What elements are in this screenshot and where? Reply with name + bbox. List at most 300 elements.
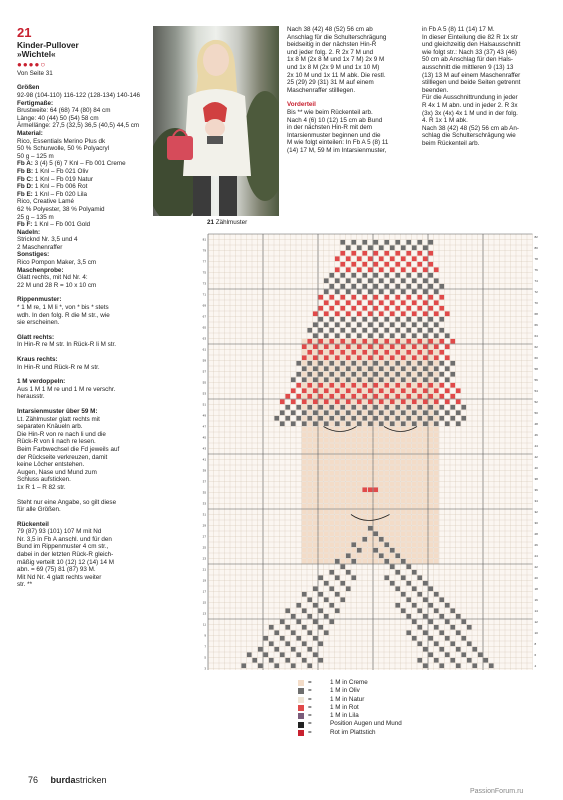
face-stitch: [395, 399, 400, 404]
hat-stitch: [318, 328, 323, 333]
hat-stitch: [368, 289, 373, 294]
beard-stitch: [445, 603, 450, 608]
face-stitch: [340, 548, 345, 553]
face-stitch: [324, 482, 329, 487]
face-stitch: [302, 383, 307, 388]
hat-stitch: [445, 333, 450, 338]
hat-stitch: [351, 262, 356, 267]
face-stitch: [357, 361, 362, 366]
face-stitch: [384, 487, 389, 492]
hat-stitch: [423, 278, 428, 283]
hat-stitch: [379, 300, 384, 305]
hat-stitch: [395, 416, 400, 421]
face-stitch: [307, 460, 312, 465]
face-stitch: [324, 548, 329, 553]
face-stitch: [368, 509, 373, 514]
face-stitch: [428, 432, 433, 437]
row-number: 54: [534, 389, 538, 393]
hat-stitch: [340, 372, 345, 377]
face-stitch: [340, 476, 345, 481]
face-stitch: [373, 504, 378, 509]
face-stitch: [417, 421, 422, 426]
face-stitch: [324, 542, 329, 547]
face-stitch: [318, 537, 323, 542]
face-stitch: [307, 559, 312, 564]
face-stitch: [395, 432, 400, 437]
face-stitch: [329, 531, 334, 536]
face-stitch: [417, 443, 422, 448]
hat-stitch: [423, 377, 428, 382]
face-stitch: [373, 520, 378, 525]
face-stitch: [401, 553, 406, 558]
hat-stitch: [417, 251, 422, 256]
face-stitch: [434, 487, 439, 492]
hat-stitch: [340, 350, 345, 355]
face-stitch: [340, 432, 345, 437]
face-stitch: [379, 526, 384, 531]
face-stitch: [335, 350, 340, 355]
hat-stitch: [401, 300, 406, 305]
face-stitch: [401, 509, 406, 514]
face-stitch: [335, 542, 340, 547]
face-stitch: [379, 339, 384, 344]
face-stitch: [329, 487, 334, 492]
face-stitch: [395, 449, 400, 454]
face-stitch: [318, 542, 323, 547]
face-stitch: [384, 520, 389, 525]
face-stitch: [428, 427, 433, 432]
hat-stitch: [406, 251, 411, 256]
double-line: herausstr.: [17, 393, 45, 401]
hat-stitch: [329, 361, 334, 366]
face-stitch: [434, 548, 439, 553]
hat-stitch: [401, 245, 406, 250]
hat-stitch: [412, 333, 417, 338]
color-entry: Fb A: 3 (4) 5 (6) 7 Knl – Fb 001 Creme: [17, 160, 126, 168]
hat-stitch: [417, 339, 422, 344]
hat-stitch: [406, 295, 411, 300]
row-number: 73: [202, 281, 206, 286]
face-stitch: [390, 520, 395, 525]
beard-stitch: [318, 592, 323, 597]
hat-stitch: [346, 344, 351, 349]
face-stitch: [368, 416, 373, 421]
hat-stitch: [379, 388, 384, 393]
hat-stitch: [379, 245, 384, 250]
face-stitch: [313, 526, 318, 531]
face-stitch: [417, 454, 422, 459]
hat-stitch: [296, 383, 301, 388]
face-stitch: [412, 504, 417, 509]
face-stitch: [417, 553, 422, 558]
hat-stitch: [401, 421, 406, 426]
face-stitch: [434, 339, 439, 344]
beard-stitch: [302, 625, 307, 630]
beard-stitch: [450, 625, 455, 630]
beard-stitch: [445, 619, 450, 624]
face-stitch: [313, 361, 318, 366]
beard-stitch: [412, 619, 417, 624]
face-stitch: [412, 487, 417, 492]
face-stitch: [390, 498, 395, 503]
hat-stitch: [423, 300, 428, 305]
face-stitch: [379, 559, 384, 564]
face-stitch: [329, 410, 334, 415]
hat-stitch: [412, 322, 417, 327]
hat-stitch: [450, 339, 455, 344]
hat-stitch: [324, 344, 329, 349]
face-stitch: [401, 361, 406, 366]
row-number: 49: [202, 413, 206, 418]
face-stitch: [307, 531, 312, 536]
face-stitch: [340, 515, 345, 520]
face-stitch: [423, 405, 428, 410]
row-number: 82: [534, 235, 538, 239]
legend-item: = 1 M in Natur: [298, 696, 402, 704]
face-stitch: [373, 537, 378, 542]
face-stitch: [362, 531, 367, 536]
row-number: 29: [202, 523, 206, 528]
hat-stitch: [401, 322, 406, 327]
hat-stitch: [379, 278, 384, 283]
hat-stitch: [417, 295, 422, 300]
hat-stitch: [373, 339, 378, 344]
face-stitch: [313, 476, 318, 481]
face-stitch: [313, 416, 318, 421]
beard-stitch: [395, 570, 400, 575]
face-stitch: [368, 405, 373, 410]
face-stitch: [357, 471, 362, 476]
hat-stitch: [423, 289, 428, 294]
face-stitch: [313, 460, 318, 465]
hat-stitch: [412, 366, 417, 371]
face-stitch: [346, 449, 351, 454]
right-text-line: beenden.: [422, 86, 449, 94]
face-stitch: [368, 548, 373, 553]
hat-stitch: [362, 295, 367, 300]
beard-stitch: [450, 608, 455, 613]
face-stitch: [395, 515, 400, 520]
beard-stitch: [318, 641, 323, 646]
face-stitch: [318, 465, 323, 470]
face-stitch: [368, 427, 373, 432]
hat-stitch: [417, 372, 422, 377]
face-stitch: [390, 350, 395, 355]
face-stitch: [329, 438, 334, 443]
face-stitch: [423, 509, 428, 514]
face-stitch: [428, 553, 433, 558]
intarsia-line: keine Löcher entstehen.: [17, 461, 85, 469]
face-stitch: [401, 465, 406, 470]
face-stitch: [329, 460, 334, 465]
row-number: 23: [202, 556, 206, 561]
face-stitch: [379, 498, 384, 503]
hat-stitch: [417, 284, 422, 289]
face-stitch: [423, 427, 428, 432]
row-number: 16: [534, 598, 538, 602]
face-stitch: [318, 548, 323, 553]
hat-stitch: [329, 394, 334, 399]
face-stitch: [379, 438, 384, 443]
face-stitch: [428, 493, 433, 498]
hat-stitch: [291, 410, 296, 415]
face-stitch: [324, 476, 329, 481]
beard-stitch: [379, 553, 384, 558]
face-stitch: [313, 465, 318, 470]
hat-stitch: [324, 366, 329, 371]
face-stitch: [362, 493, 367, 498]
hat-stitch: [329, 317, 334, 322]
face-stitch: [335, 515, 340, 520]
from-page: Von Seite 31: [17, 69, 53, 77]
beard-stitch: [362, 537, 367, 542]
face-stitch: [318, 443, 323, 448]
face-stitch: [335, 460, 340, 465]
face-stitch: [423, 476, 428, 481]
double-heading: 1 M verdoppeln:: [17, 378, 66, 386]
hat-stitch: [357, 399, 362, 404]
face-stitch: [362, 504, 367, 509]
hat-stitch: [412, 377, 417, 382]
face-stitch: [351, 531, 356, 536]
sizes-heading: Größen: [17, 84, 40, 92]
hat-stitch: [351, 372, 356, 377]
hat-stitch: [395, 383, 400, 388]
face-stitch: [351, 520, 356, 525]
face-stitch: [362, 515, 367, 520]
face-stitch: [395, 377, 400, 382]
face-stitch: [417, 482, 422, 487]
face-stitch: [368, 339, 373, 344]
face-stitch: [368, 542, 373, 547]
face-stitch: [390, 372, 395, 377]
face-stitch: [351, 388, 356, 393]
row-number: 4: [534, 664, 537, 668]
hat-stitch: [280, 421, 285, 426]
face-stitch: [307, 548, 312, 553]
face-stitch: [302, 515, 307, 520]
face-stitch: [390, 432, 395, 437]
hat-stitch: [395, 361, 400, 366]
beard-stitch: [406, 597, 411, 602]
face-stitch: [351, 421, 356, 426]
hat-stitch: [324, 421, 329, 426]
face-stitch: [373, 542, 378, 547]
face-stitch: [340, 410, 345, 415]
hat-stitch: [417, 350, 422, 355]
hat-stitch: [412, 355, 417, 360]
hat-stitch: [434, 311, 439, 316]
face-stitch: [335, 443, 340, 448]
row-number: 21: [202, 567, 206, 572]
hat-stitch: [384, 251, 389, 256]
face-stitch: [368, 553, 373, 558]
beard-stitch: [384, 575, 389, 580]
hat-stitch: [340, 262, 345, 267]
face-stitch: [346, 476, 351, 481]
face-stitch: [340, 421, 345, 426]
mid-text-line: 1x 8 M (2x 8 M und 1x 7 M) 2x 9 M: [287, 56, 385, 64]
face-stitch: [340, 443, 345, 448]
face-stitch: [417, 531, 422, 536]
material2-line: Rico, Creative Lamé: [17, 198, 75, 206]
face-stitch: [373, 388, 378, 393]
face-stitch: [329, 399, 334, 404]
face-stitch: [395, 498, 400, 503]
face-stitch: [384, 454, 389, 459]
beard-stitch: [395, 586, 400, 591]
beard-stitch: [434, 608, 439, 613]
hat-stitch: [313, 311, 318, 316]
legend-item: = 1 M in Oliv: [298, 687, 402, 695]
face-stitch: [307, 427, 312, 432]
face-stitch: [324, 487, 329, 492]
hat-stitch: [450, 361, 455, 366]
hat-stitch: [395, 273, 400, 278]
sizes-text: 92-98 (104-110) 116-122 (128-134) 140-146: [17, 92, 140, 99]
beard-stitch: [412, 586, 417, 591]
face-stitch: [412, 416, 417, 421]
hat-stitch: [335, 366, 340, 371]
row-number: 43: [202, 446, 206, 451]
face-stitch: [417, 487, 422, 492]
face-stitch: [357, 520, 362, 525]
face-stitch: [340, 388, 345, 393]
hat-stitch: [340, 328, 345, 333]
face-stitch: [395, 493, 400, 498]
face-stitch: [313, 427, 318, 432]
face-stitch: [406, 355, 411, 360]
child-photo: [153, 26, 279, 216]
face-stitch: [373, 465, 378, 470]
row-number: 77: [202, 259, 206, 264]
hat-stitch: [406, 372, 411, 377]
face-stitch: [324, 449, 329, 454]
face-stitch: [340, 366, 345, 371]
hat-stitch: [285, 416, 290, 421]
row-number: 67: [202, 314, 206, 319]
hat-stitch: [384, 240, 389, 245]
face-stitch: [412, 350, 417, 355]
face-stitch: [318, 493, 323, 498]
face-stitch: [417, 526, 422, 531]
beard-stitch: [302, 658, 307, 663]
face-stitch: [406, 542, 411, 547]
hat-stitch: [428, 394, 433, 399]
face-stitch: [384, 553, 389, 558]
face-stitch: [351, 471, 356, 476]
hat-stitch: [291, 421, 296, 426]
face-stitch: [302, 449, 307, 454]
beard-stitch: [313, 586, 318, 591]
nose-stitch: [362, 487, 367, 492]
row-number: 55: [202, 380, 206, 385]
mid-text-line: Maschenraffer stilllegen.: [287, 86, 356, 94]
beard-stitch: [401, 592, 406, 597]
hat-stitch: [428, 262, 433, 267]
legend-swatch: [298, 680, 304, 686]
face-stitch: [406, 482, 411, 487]
hat-stitch: [423, 388, 428, 393]
face-stitch: [417, 465, 422, 470]
face-stitch: [307, 399, 312, 404]
hat-stitch: [318, 416, 323, 421]
hat-stitch: [406, 262, 411, 267]
nose-stitch: [368, 487, 373, 492]
hat-stitch: [324, 278, 329, 283]
hat-stitch: [329, 372, 334, 377]
face-stitch: [412, 438, 417, 443]
hat-stitch: [439, 383, 444, 388]
face-stitch: [329, 344, 334, 349]
face-stitch: [318, 427, 323, 432]
right-text-line: (13) 13 M auf einem Maschenraffer: [422, 71, 521, 79]
face-stitch: [318, 432, 323, 437]
right-text-line: 4. R 1x 1 M abk.: [422, 117, 468, 125]
row-number: 15: [202, 600, 206, 605]
row-number: 27: [202, 534, 206, 539]
hat-stitch: [434, 278, 439, 283]
beard-stitch: [346, 553, 351, 558]
face-stitch: [324, 526, 329, 531]
hat-stitch: [373, 372, 378, 377]
hat-stitch: [461, 405, 466, 410]
face-stitch: [428, 498, 433, 503]
back-line: Nr. 3,5 in Fb A anschl. und für den: [17, 535, 112, 543]
face-stitch: [434, 416, 439, 421]
face-stitch: [318, 449, 323, 454]
face-stitch: [434, 350, 439, 355]
hat-stitch: [439, 295, 444, 300]
beard-stitch: [428, 652, 433, 657]
hat-stitch: [335, 410, 340, 415]
face-stitch: [395, 421, 400, 426]
row-number: 60: [534, 356, 538, 360]
beard-stitch: [423, 663, 428, 668]
hat-stitch: [285, 394, 290, 399]
hat-stitch: [390, 366, 395, 371]
face-stitch: [313, 542, 318, 547]
face-stitch: [307, 487, 312, 492]
hat-stitch: [428, 372, 433, 377]
face-stitch: [423, 350, 428, 355]
hat-stitch: [362, 416, 367, 421]
face-stitch: [406, 493, 411, 498]
row-number: 32: [534, 510, 538, 514]
face-stitch: [346, 504, 351, 509]
row-number: 11: [202, 622, 206, 627]
face-stitch: [329, 482, 334, 487]
face-stitch: [357, 372, 362, 377]
face-stitch: [324, 350, 329, 355]
face-stitch: [390, 383, 395, 388]
beard-stitch: [417, 575, 422, 580]
face-stitch: [434, 438, 439, 443]
row-number: 61: [202, 347, 206, 352]
hat-stitch: [318, 339, 323, 344]
color-entry: Fb B: 1 Knl – Fb 021 Oliv: [17, 167, 89, 175]
hat-stitch: [428, 273, 433, 278]
face-stitch: [417, 410, 422, 415]
face-stitch: [373, 427, 378, 432]
face-stitch: [434, 427, 439, 432]
hat-stitch: [329, 405, 334, 410]
face-stitch: [401, 515, 406, 520]
face-stitch: [318, 559, 323, 564]
face-stitch: [362, 449, 367, 454]
hat-stitch: [351, 350, 356, 355]
hat-stitch: [335, 300, 340, 305]
